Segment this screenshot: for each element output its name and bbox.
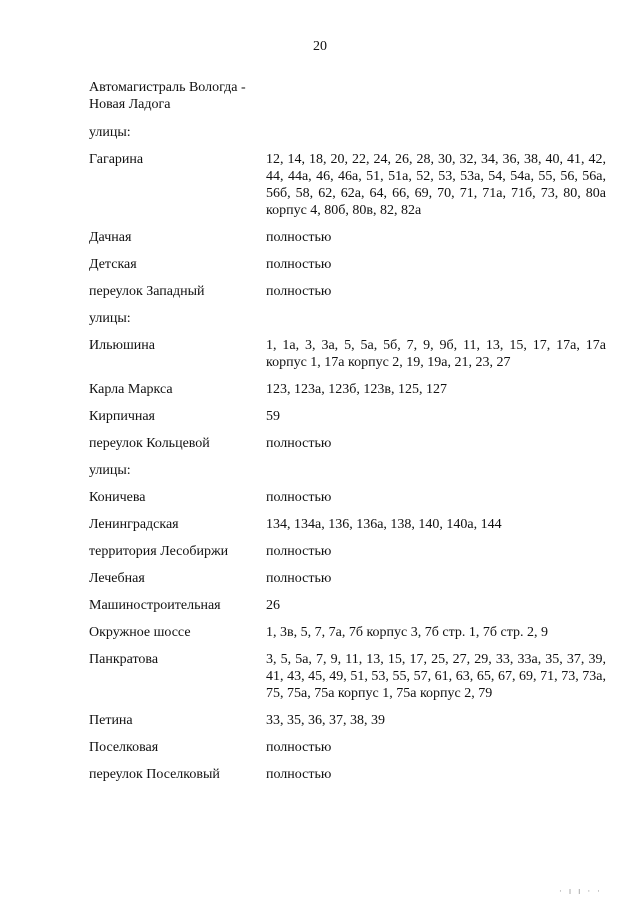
house-numbers: полностью: [266, 230, 332, 245]
street-row: [89, 435, 609, 452]
street-name: Коничева: [89, 490, 146, 505]
street-name: Детская: [89, 257, 137, 272]
street-name: Петина: [89, 713, 133, 728]
house-numbers: полностью: [266, 571, 332, 586]
house-numbers: полностью: [266, 544, 332, 559]
street-row: [89, 489, 609, 506]
street-row: [89, 516, 609, 533]
street-name: Лечебная: [89, 571, 145, 586]
street-row: [89, 543, 609, 560]
section-header: улицы:: [89, 311, 131, 326]
street-name: территория Лесобиржи: [89, 544, 229, 559]
street-row: [89, 337, 609, 371]
street-name: Ленинградская: [89, 517, 179, 532]
street-name: Машиностроительная: [89, 598, 221, 613]
street-name: Ильюшина: [89, 338, 155, 353]
section-header: улицы:: [89, 463, 131, 478]
street-row: [89, 408, 609, 425]
house-numbers: полностью: [266, 436, 332, 451]
street-row: [89, 256, 609, 273]
street-row: [89, 381, 609, 398]
street-name: Поселковая: [89, 740, 159, 755]
house-numbers: полностью: [266, 767, 332, 782]
street-name: переулок Поселковый: [89, 767, 220, 782]
house-numbers: полностью: [266, 740, 332, 755]
page-number: 20: [313, 39, 327, 54]
house-numbers: 12, 14, 18, 20, 22, 24, 26, 28, 30, 32, 34, 36, 38, 40, 41, 42, 44, 44а, 46, 46а, 51, 51а, 52, 53, 53а, 54, 54а, 55, 56, 56а, 56б, 58, 62, 62а, 64, 66, 69, 70, 71, 71а, 71б, 73, 80, 80а корпус 4, 80б, 80в, 82, 82а: [266, 152, 606, 218]
street-row: [89, 651, 609, 702]
scan-artifact-mark: · ı ı · ·: [558, 887, 602, 897]
house-numbers: 123, 123а, 123б, 123в, 125, 127: [266, 382, 447, 397]
street-name: Карла Маркса: [89, 382, 173, 397]
house-numbers: 1, 3в, 5, 7, 7а, 7б корпус 3, 7б стр. 1, 7б стр. 2, 9: [266, 625, 548, 640]
house-numbers: 134, 134а, 136, 136а, 138, 140, 140а, 144: [266, 517, 502, 532]
street-row: [89, 712, 609, 729]
house-numbers: полностью: [266, 284, 332, 299]
heading-text: Автомагистраль Вологда - Новая Ладога: [89, 80, 246, 112]
street-name: Панкратова: [89, 652, 159, 667]
address-heading: [89, 79, 609, 113]
street-name: переулок Западный: [89, 284, 205, 299]
street-name: Окружное шоссе: [89, 625, 191, 640]
street-row: [89, 766, 609, 783]
house-numbers: 26: [266, 598, 280, 613]
street-name: Дачная: [89, 230, 132, 245]
street-name: Кирпичная: [89, 409, 156, 424]
house-numbers: полностью: [266, 490, 332, 505]
house-numbers: 59: [266, 409, 280, 424]
house-numbers: 1, 1а, 3, 3а, 5, 5а, 5б, 7, 9, 9б, 11, 13, 15, 17, 17а, 17а корпус 1, 17а корпус 2, 19, 19а, 21, 23, 27: [266, 338, 606, 370]
street-name: переулок Кольцевой: [89, 436, 210, 451]
street-row: [89, 151, 609, 219]
street-name: Гагарина: [89, 152, 144, 167]
street-row: [89, 597, 609, 614]
street-row: [89, 229, 609, 246]
street-row: [89, 739, 609, 756]
house-numbers: полностью: [266, 257, 332, 272]
house-numbers: 33, 35, 36, 37, 38, 39: [266, 713, 385, 728]
address-list: [89, 79, 609, 793]
house-numbers: 3, 5, 5а, 7, 9, 11, 13, 15, 17, 25, 27, 29, 33, 33а, 35, 37, 39, 41, 43, 45, 49, 51, 53, 55, 57, 61, 63, 65, 67, 69, 71, 73, 73а, 75, 75а, 75а корпус 1, 75а корпус 2, 79: [266, 652, 606, 701]
street-row: [89, 624, 609, 641]
street-row: [89, 283, 609, 300]
street-row: [89, 570, 609, 587]
section-header: улицы:: [89, 125, 131, 140]
